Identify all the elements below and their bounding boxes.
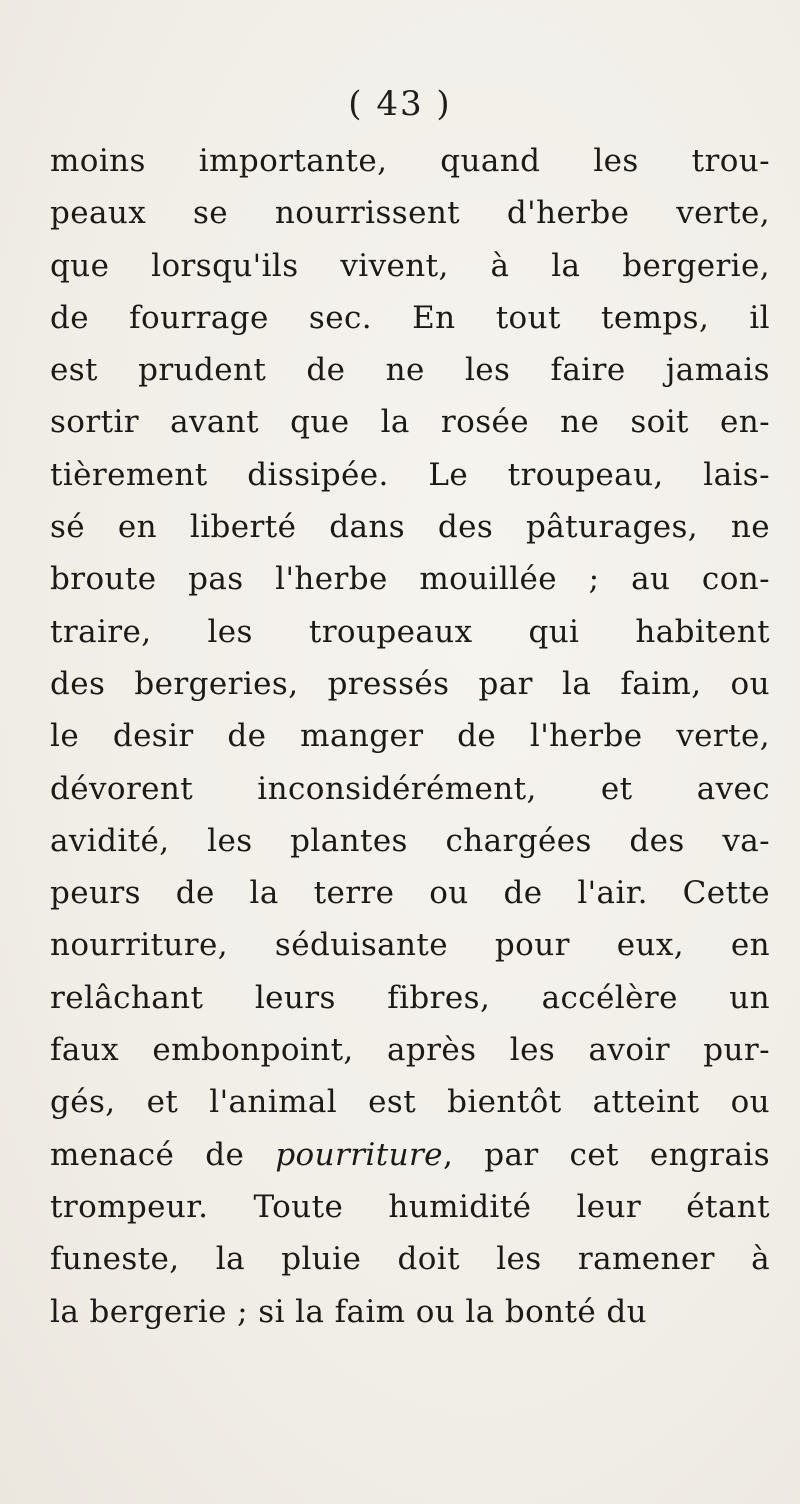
text-line: sortir avant que la rosée ne soit en- [50,404,770,441]
text-line: est prudent de ne les faire jamais [50,352,770,389]
text-line: gés, et l'animal est bientôt atteint ou [50,1084,770,1121]
text-line: nourriture, séduisante pour eux, en [50,927,770,964]
text-segment: , par cet engrais [442,1136,771,1173]
text-line: la bergerie ; si la faim ou la bonté du [50,1293,648,1330]
text-line: trompeur. Toute humidité leur étant [50,1188,770,1225]
text-line: peurs de la terre ou de l'air. Cette [50,875,770,912]
text-line: dévorent inconsidérément, et avec [50,770,770,807]
text-line: broute pas l'herbe mouillée ; au con- [50,561,770,598]
text-line: tièrement dissipée. Le troupeau, lais- [50,456,770,493]
body-text [50,135,770,1338]
text-line-italic [50,1129,770,1181]
text-line: relâchant leurs fibres, accélère un [50,979,770,1016]
italic-word: pourriture [275,1136,443,1173]
text-line: moins importante, quand les trou- [50,143,770,179]
text-line: que lorsqu'ils vivent, à la bergerie, [50,247,770,284]
text-line: sé en liberté dans des pâturages, ne [50,509,770,546]
text-line: de fourrage sec. En tout temps, il [50,299,770,336]
text-line: funeste, la pluie doit les ramener à [50,1241,770,1278]
text-segment: menacé de [50,1136,276,1173]
text-line: avidité, les plantes chargées des va- [50,822,770,859]
text-line: traire, les troupeaux qui habitent [50,613,770,650]
text-line: peaux se nourrissent d'herbe verte, [50,195,770,232]
text-line: le desir de manger de l'herbe verte, [50,718,770,755]
page-number: ( 43 ) [348,84,452,124]
text-line: faux embonpoint, après les avoir pur- [50,1032,770,1069]
text-line: des bergeries, pressés par la faim, ou [50,665,770,702]
